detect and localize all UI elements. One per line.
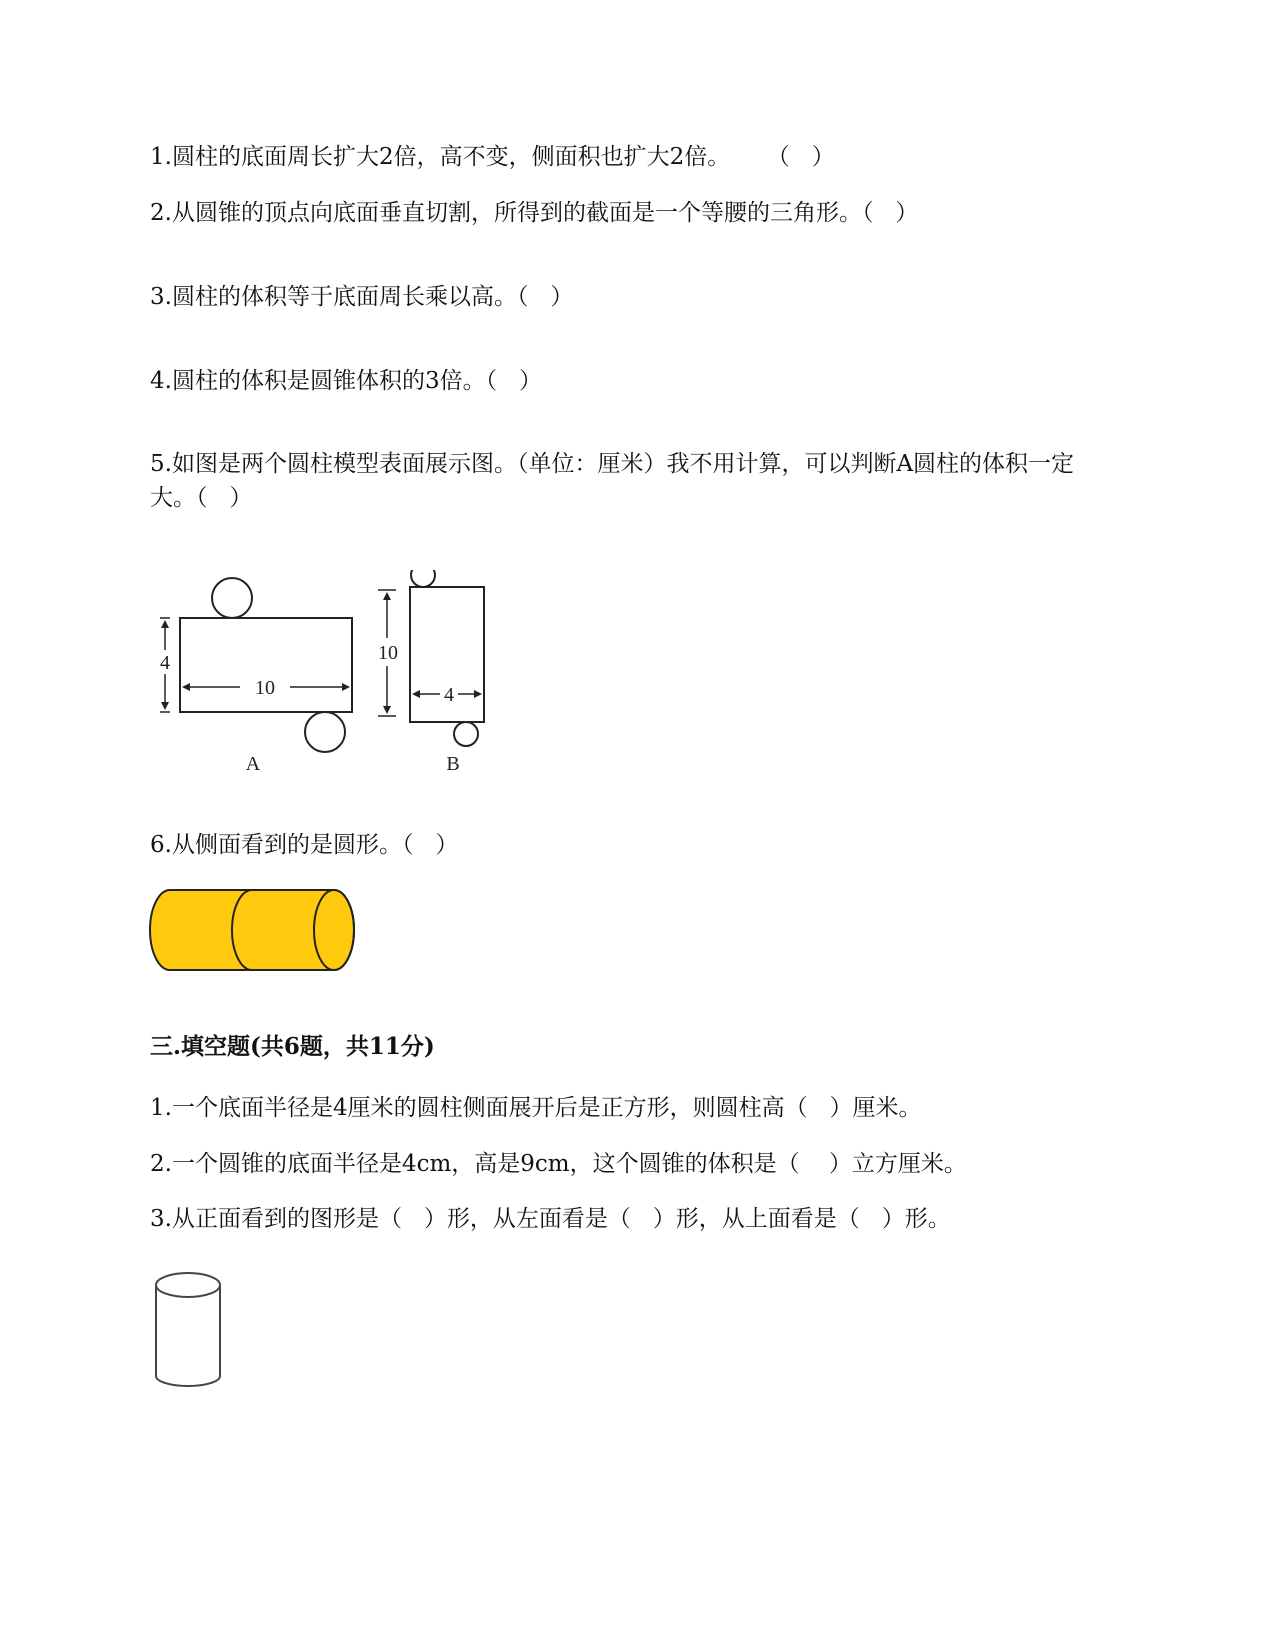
fill-question-2: 2.一个圆锥的底面半径是4cm，高是9cm，这个圆锥的体积是（ ）立方厘米。 — [150, 1151, 967, 1177]
cylinder-body — [150, 890, 354, 970]
lying-cylinder-figure — [148, 888, 368, 972]
net-b-bottom-circle — [454, 722, 478, 746]
fill-question-3: 3.从正面看到的图形是（ ）形，从左面看是（ ）形，从上面看是（ ）形。 — [150, 1206, 951, 1232]
net-a-bottom-circle — [305, 712, 345, 752]
net-b-top-circle — [411, 570, 435, 587]
net-b-height-label: 10 — [378, 642, 398, 664]
cylinder-top-face — [156, 1273, 220, 1297]
net-a-top-circle — [212, 578, 252, 618]
judgment-question-2: 2.从圆锥的顶点向底面垂直切割，所得到的截面是一个等腰的三角形。（ ） — [150, 200, 919, 226]
judgment-question-3: 3.圆柱的体积等于底面周长乘以高。（ ） — [150, 284, 574, 310]
section-title-fill-in: 三.填空题(共6题，共11分) — [150, 1033, 435, 1060]
upright-cylinder-figure — [150, 1268, 230, 1394]
cylinder-sides — [156, 1285, 220, 1386]
net-a-height-label: 4 — [160, 652, 170, 674]
cylinder-nets-figure — [140, 570, 500, 800]
net-b-label: B — [446, 753, 460, 775]
judgment-question-1: 1.圆柱的底面周长扩大2倍，高不变，侧面积也扩大2倍。 （ ） — [150, 144, 835, 170]
net-b-width-label: 4 — [444, 684, 454, 706]
judgment-question-4: 4.圆柱的体积是圆锥体积的3倍。（ ） — [150, 368, 543, 394]
judgment-question-6: 6.从侧面看到的是圆形。（ ） — [150, 832, 459, 858]
fill-question-1: 1.一个底面半径是4厘米的圆柱侧面展开后是正方形，则圆柱高（ ）厘米。 — [150, 1095, 922, 1121]
judgment-question-5: 5.如图是两个圆柱模型表面展示图。（单位：厘米）我不用计算，可以判断A圆柱的体积一定大。（ ） — [150, 451, 1075, 511]
net-a-label: A — [245, 753, 261, 775]
net-a-width-label: 10 — [255, 677, 275, 699]
